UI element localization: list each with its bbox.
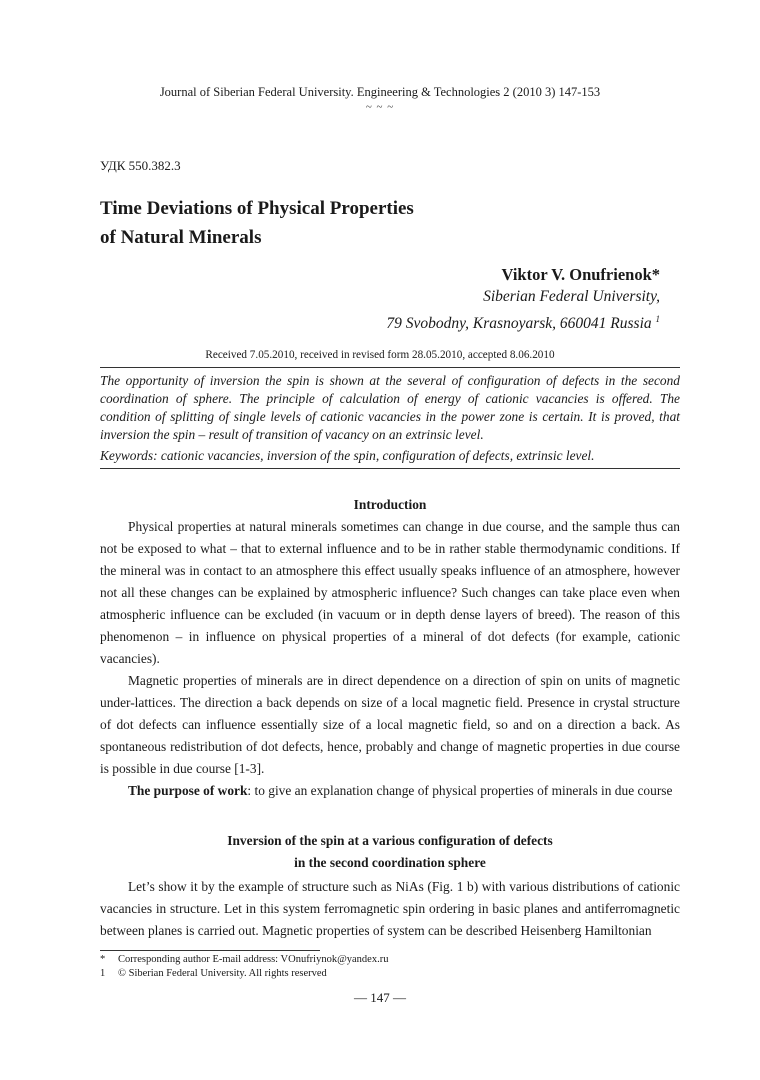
intro-heading: Introduction [353,497,427,512]
header-ornament: ~ ~ ~ [365,101,395,113]
footnote-text: Corresponding author E-mail address: VOnufriynok@yandex.ru [118,954,389,965]
intro-paragraph-2: Magnetic properties of minerals are in direct dependence on a direction of spin on units of magnetic under-lattices. The direction a back depends on size of a local magnetic field. Presence in crystal structure of dot defects can influence essentially size of a local magnetic field, so and on a direction a back. As spontaneous redistribution of dot defects, hence, probably and change of magnetic properties in due course is possible in due course [1-3]. [100,673,680,776]
title-line-1: Time Deviations of Physical Properties [100,198,414,219]
footnote-text: © Siberian Federal University. All rights reserved [118,968,327,979]
footnote-author [100,953,388,967]
page-number: — 147 — [354,990,406,1005]
intro-body [100,516,680,802]
author-name: Viktor V. Onufrienok* [501,265,660,284]
intro-paragraph-1: Physical properties at natural minerals sometimes can change in due course, and the sample thus can not be exposed to what – that to external influence and to be in rather stable thermodynamic conditions. If the mineral was in contact to an atmosphere this effect usually speaks influence of an atmosphere, however not all these changes can be explained by atmospheric influence? Such changes can take place even when atmospheric influence can be excluded (in vacuum or in depth dense layers of breed). The reason of this phenomenon – in influence on physical properties of a mineral of dot defects (for example, cationic vacancies). [100,519,680,666]
footnote-copyright [100,967,388,981]
udk-code: УДК 550.382.3 [100,158,181,173]
footnote-mark: 1 [100,968,106,979]
received-dates: Received 7.05.2010, received in revised form 28.05.2010, accepted 8.06.2010 [205,349,555,361]
purpose-label: The purpose of work [128,783,248,798]
affiliation-address: 79 Svobodny, Krasnoyarsk, 660041 Russia [386,315,652,333]
author-block [386,264,660,335]
keywords-label: Keywords: [100,448,158,463]
title-line-2: of Natural Minerals [100,227,262,248]
abstract: The opportunity of inversion the spin is shown at the several of configuration of defects in the second coordination of sphere. The principle of calculation of energy of cationic vacancies is offered. The condition of splitting of single levels of cationic vacancies in the power zone is certain. It is proved, that inversion the spin – result of transition of vacancy on an extrinsic level. [100,373,680,442]
section2-paragraph-1: Let’s show it by the example of structure such as NiAs (Fig. 1 b) with various distributions of cationic vacancies in structure. Let in this system ferromagnetic spin ordering in basic planes and antiferromagnetic between planes is carried out. Magnetic properties of system can be described Heisenberg Hamiltonian [100,879,680,938]
keywords [100,447,680,465]
section2-body [100,876,680,942]
footnote-rule [100,950,320,951]
footnotes [100,953,388,981]
abstract-bottom-rule [100,468,680,469]
keywords-text: cationic vacancies, inversion of the spin, configuration of defects, extrinsic level. [160,448,595,463]
abstract-top-rule [100,367,680,368]
author-affiliation-2 [386,308,660,335]
section2-heading-line-1: Inversion of the spin at a various configuration of defects [227,833,553,848]
author-affiliation-1: Siberian Federal University, [483,288,660,305]
footnote-mark: * [100,954,106,965]
journal-header: Journal of Siberian Federal University. Engineering & Technologies 2 (2010 3) 147-153 [159,85,601,99]
purpose-text: : to give an explanation change of physical properties of minerals in due course [247,783,673,798]
purpose-paragraph [100,780,680,802]
section2-heading [100,830,680,874]
section2-heading-line-2: in the second coordination sphere [294,855,486,870]
affiliation-footnote-mark: 1 [655,314,660,324]
paper-title [100,194,660,252]
